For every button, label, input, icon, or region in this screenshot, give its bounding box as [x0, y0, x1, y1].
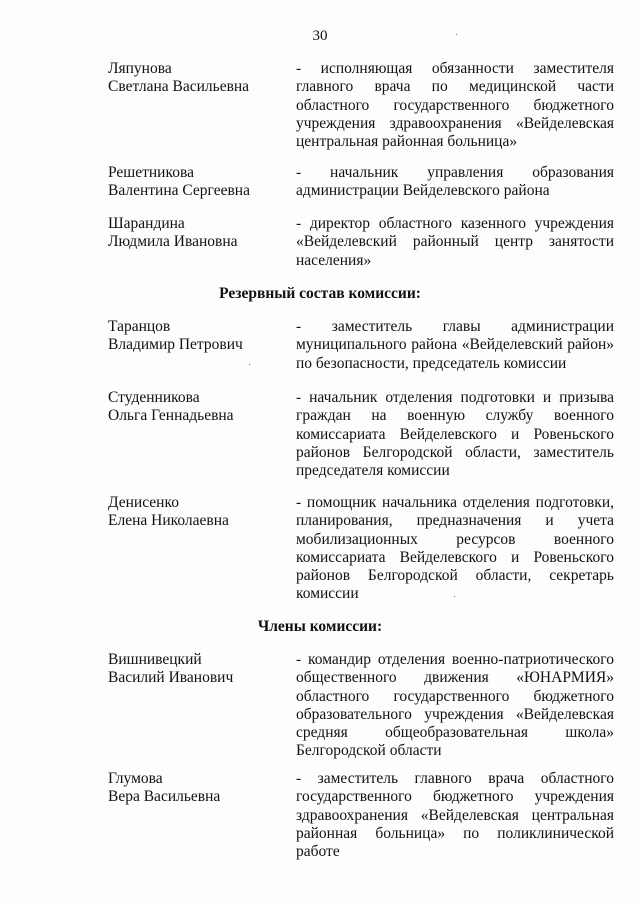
member-duty: - помощник начальника отделения подготовки, планирования, предназначения и учета мобилизационных ресурсов военного комиссариата Вейделевского и Ровеньского районов Белгородской области, секретарь комиссии — [296, 494, 614, 603]
member-surname: Шарандина — [108, 215, 185, 232]
member-given-name: Валентина Сергеевна — [108, 182, 250, 200]
member-duty: - директор областного казенного учреждения «Вейделевский районный центр занятости населения» — [296, 215, 614, 269]
scan-speck: · — [453, 592, 457, 603]
member-given-name: Вера Васильевна — [108, 788, 221, 806]
member-name — [108, 60, 288, 97]
member-surname: Вишнивецкий — [108, 651, 202, 668]
member-given-name: Ольга Геннадьевна — [108, 407, 234, 425]
reserve-heading: Резервный состав комиссии: — [219, 285, 421, 302]
member-given-name: Василий Иванович — [108, 669, 234, 687]
member-given-name: Светлана Васильевна — [108, 78, 250, 96]
member-surname: Решетникова — [108, 164, 194, 181]
member-name — [108, 389, 288, 426]
member-name — [108, 770, 288, 807]
member-name — [108, 215, 288, 252]
member-duty: - командир отделения военно-патриотического общественного движения «ЮНАРМИЯ» областного государственного бюджетного образовательного учреждения «Вейделевская средняя общеобразовательная школа» Белгородской области — [296, 651, 614, 760]
commission-members-heading: Члены комиссии: — [257, 618, 383, 635]
member-duty: - заместитель главы администрации муниципального района «Вейделевский район» по безопасности, председатель комиссии — [296, 318, 614, 372]
member-given-name: Елена Николаевна — [108, 512, 229, 530]
member-duty: - начальник отделения подготовки и призыва граждан на военную службу военного комиссариата Вейделевского и Ровеньского районов Белгородской области, заместитель председателя комиссии — [296, 389, 614, 480]
member-surname: Таранцов — [108, 318, 171, 335]
member-given-name: Людмила Ивановна — [108, 233, 238, 251]
member-name — [108, 318, 288, 355]
member-surname: Ляпунова — [108, 60, 172, 77]
member-surname: Глумова — [108, 770, 163, 787]
member-duty: - заместитель главного врача областного государственного бюджетного учреждения здравоохранения «Вейделевская центральная районная больница» по поликлинической работе — [296, 770, 614, 861]
member-name — [108, 651, 288, 688]
member-duty: - начальник управления образования администрации Вейделевского района — [296, 164, 614, 200]
page-number: 30 — [312, 28, 328, 44]
member-surname: Денисенко — [108, 494, 179, 511]
member-given-name: Владимир Петрович — [108, 336, 243, 354]
member-duty: - исполняющая обязанности заместителя главного врача по медицинской части областного государственного бюджетного учреждения здравоохранения «Вейделевская центральная районная больница» — [296, 60, 614, 151]
member-name — [108, 494, 288, 531]
member-surname: Студенникова — [108, 389, 200, 406]
member-name — [108, 164, 288, 201]
scan-speck: · — [455, 30, 459, 41]
scan-speck: · — [248, 360, 252, 371]
